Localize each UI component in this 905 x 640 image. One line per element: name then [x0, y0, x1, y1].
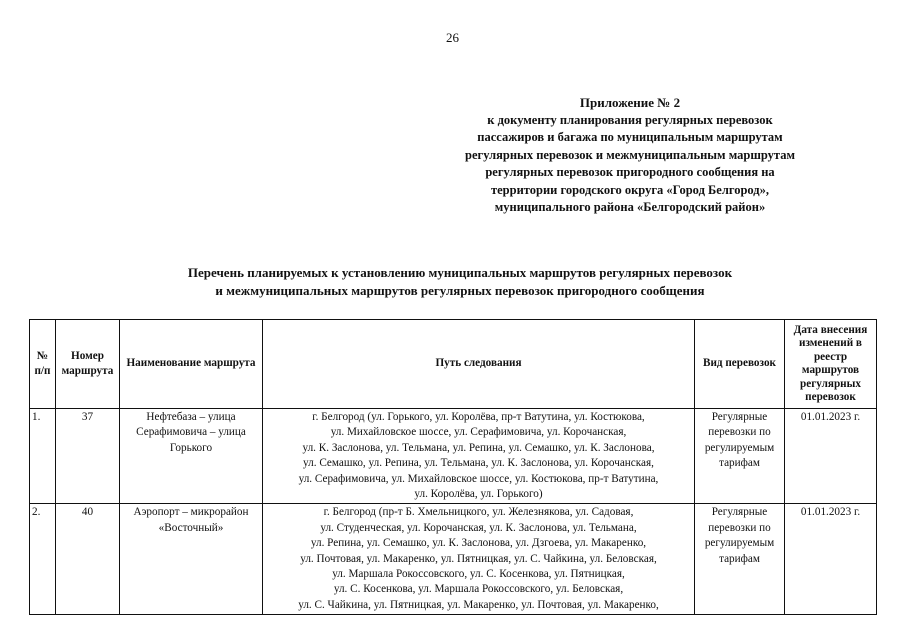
table-row	[30, 504, 877, 615]
path-line: г. Белгород (ул. Горького, ул. Королёва, пр-т Ватутина, ул. Костюкова,	[312, 411, 645, 423]
header-transport-type: Вид перевозок	[695, 320, 785, 409]
path-line: ул. Семашко, ул. Репина, ул. Тельмана, ул. К. Заслонова, ул. Корочанская,	[303, 457, 654, 470]
cell-transport-type: Регулярные перевозки по регулируемым тарифам	[695, 409, 785, 504]
header-path: Путь следования	[263, 320, 695, 409]
header-route-name: Наименование маршрута	[120, 320, 263, 409]
header-route-number: Номер маршрута	[56, 320, 120, 409]
path-line: ул. К. Заслонова, ул. Тельмана, ул. Репина, ул. Семашко, ул. К. Заслонова,	[302, 441, 655, 454]
appendix-line: территории городского округа «Город Белгород»,	[490, 182, 770, 197]
page-number: 26	[446, 30, 459, 45]
path-line: ул. Михайловское шоссе, ул. Серафимовича, ул. Корочанская,	[330, 426, 627, 439]
cell-path	[263, 409, 695, 504]
appendix-line: регулярных перевозок и межмуниципальным маршрутам	[465, 147, 795, 162]
path-line: г. Белгород (пр-т Б. Хмельницкого, ул. Железнякова, ул. Садовая,	[323, 506, 634, 519]
path-line: ул. Почтовая, ул. Макаренко, ул. Пятницкая, ул. С. Чайкина, ул. Беловская,	[300, 552, 657, 565]
cell-change-date: 01.01.2023 г.	[785, 409, 877, 504]
appendix-line: муниципального района «Белгородский район»	[494, 200, 766, 214]
cell-route-name: Нефтебаза – улица Серафимовича – улица Горького	[120, 409, 263, 504]
routes-table	[29, 319, 877, 615]
cell-route-number: 37	[56, 409, 120, 504]
path-line: ул. Репина, ул. Семашко, ул. К. Заслонова, ул. Дзгоева, ул. Макаренко,	[310, 537, 647, 550]
path-line: ул. С. Косенкова, ул. Маршала Рокоссовского, ул. Беловская,	[333, 583, 624, 596]
appendix-header	[420, 94, 840, 217]
cell-num: 1.	[30, 409, 56, 504]
appendix-line: регулярных перевозок пригородного сообщения на	[485, 165, 775, 179]
cell-change-date: 01.01.2023 г.	[785, 504, 877, 615]
path-line: ул. Студенческая, ул. Корочанская, ул. К. Заслонова, ул. Тельмана,	[320, 521, 637, 534]
path-line: ул. Королёва, ул. Горького)	[414, 488, 543, 501]
cell-num: 2.	[30, 504, 56, 615]
appendix-line: к документу планирования регулярных перевозок	[487, 112, 773, 127]
path-line: ул. Маршала Рокоссовского, ул. С. Косенкова, ул. Пятницкая,	[332, 568, 625, 581]
path-line: ул. Серафимовича, ул. Михайловское шоссе, ул. Костюкова, пр-т Ватутина,	[298, 472, 659, 485]
cell-route-name: Аэропорт – микрорайон «Восточный»	[120, 504, 263, 615]
document-title-line: Перечень планируемых к установлению муниципальных маршрутов регулярных перевозок	[187, 265, 733, 280]
path-line: ул. С. Чайкина, ул. Пятницкая, ул. Макаренко, ул. Почтовая, ул. Макаренко,	[298, 598, 659, 611]
table-row	[30, 409, 877, 504]
table-header-row	[30, 320, 877, 409]
cell-path	[263, 504, 695, 615]
cell-transport-type: Регулярные перевозки по регулируемым тарифам	[695, 504, 785, 615]
document-title-line: и межмуниципальных маршрутов регулярных перевозок пригородного сообщения	[215, 283, 705, 298]
header-change-date: Дата внесения изменений в реестр маршрутов регулярных перевозок	[785, 320, 877, 409]
header-num: № п/п	[30, 320, 56, 409]
cell-route-number: 40	[56, 504, 120, 615]
appendix-line: пассажиров и багажа по муниципальным маршрутам	[477, 130, 783, 144]
appendix-title: Приложение № 2	[579, 95, 681, 110]
document-title	[60, 264, 860, 300]
